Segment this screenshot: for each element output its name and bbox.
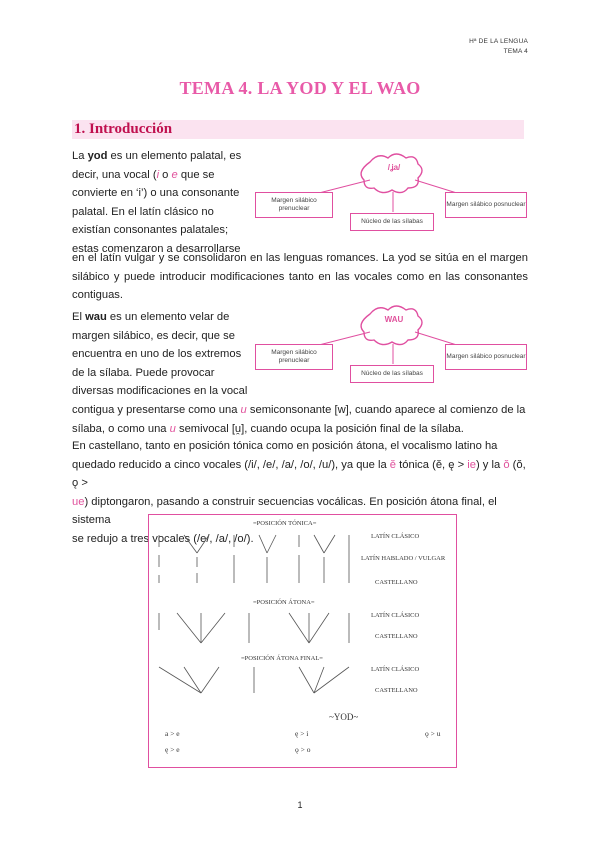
text-line: existían consonantes palatales; — [72, 224, 229, 237]
row-label: CASTELLANO — [375, 579, 418, 586]
section-heading: 1. Introducción — [74, 121, 173, 137]
box-prenuclear: Margen silábico prenuclear — [255, 192, 333, 218]
document-title: TEMA 4. LA YOD Y EL WAO — [179, 78, 421, 98]
cloud-icon — [361, 306, 422, 345]
text-line: convierte en ‘i’) o una consonante — [72, 187, 240, 200]
text-line: de la sílaba. Puede provocar — [72, 366, 215, 379]
header-unit: TEMA 4 — [503, 48, 528, 55]
rule: ǫ > u — [425, 729, 441, 738]
paragraph-wau-full — [72, 401, 532, 438]
text-line: sílaba, o como una u semivocal [u̯], cuando ocupa la posición final de la sílaba. — [72, 422, 464, 435]
figure-heading-atona: =POSICIÓN ÁTONA= — [253, 599, 315, 606]
paragraph-yod-full: en el latín vulgar y se consolidaron en las lenguas romances. La yod se sitúa en el margen silábico y puede introducir modificaciones tanto en las vocales como en las consonantes contiguas. — [72, 252, 528, 302]
cloud-icon — [361, 154, 422, 193]
page-number: 1 — [297, 800, 303, 810]
cloud-label: /ʝa/ — [387, 163, 401, 172]
paragraph-wau-wrapped — [72, 308, 250, 401]
rule: ę > i — [295, 729, 309, 738]
row-label: LATÍN CLÁSICO — [371, 612, 420, 619]
row-label: CASTELLANO — [375, 687, 418, 694]
text-line: decir, una vocal (i o e que se — [72, 168, 215, 181]
text-line: se redujo a tres vocales (/e/, /a/, /o/). — [72, 532, 254, 545]
text-line: margen silábico, es decir, que se — [72, 329, 235, 342]
figure-heading-final: =POSICIÓN ÁTONA FINAL= — [241, 655, 323, 662]
text-line: encuentra en uno de los extremos — [72, 348, 242, 361]
section-heading-bar — [72, 120, 524, 139]
yod-diagram — [255, 150, 527, 240]
row-label: CASTELLANO — [375, 633, 418, 640]
text-line: palatal. En el latín clásico no — [72, 205, 214, 218]
wau-diagram — [255, 302, 527, 392]
running-header — [469, 37, 528, 57]
row-label: LATÍN CLÁSICO — [371, 666, 420, 673]
rule: ę > e — [165, 745, 180, 754]
box-nucleus: Núcleo de las sílabas — [350, 213, 434, 231]
row-label: LATÍN HABLADO / VULGAR — [361, 555, 446, 562]
yod-heading: ~YOD~ — [329, 712, 359, 722]
box-posnuclear: Margen silábico posnuclear — [445, 192, 527, 218]
rule: a > e — [165, 729, 180, 738]
header-subject: Hª DE LA LENGUA — [469, 38, 528, 45]
box-posnuclear: Margen silábico posnuclear — [445, 344, 527, 370]
vowel-evolution-figure — [148, 514, 457, 768]
figure-heading-tonic: =POSICIÓN TÓNICA= — [253, 520, 317, 527]
cloud-label: WAU — [384, 315, 404, 324]
text-line: En castellano, tanto en posición tónica como en posición átona, el vocalismo latino ha — [72, 440, 498, 452]
text-line: diversas modificaciones en la vocal — [72, 385, 248, 398]
paragraph-yod-wrapped — [72, 147, 250, 259]
row-label: LATÍN CLÁSICO — [371, 533, 420, 540]
text-line: ue) diptongaron, pasando a construir secuencias vocálicas. En posición átona final, el sistema — [72, 495, 497, 527]
box-prenuclear: Margen silábico prenuclear — [255, 344, 333, 370]
text-line: La yod es un elemento palatal, es — [72, 150, 242, 162]
text-line: quedado reducido a cinco vocales (/i/, /e/, /a/, /o/, /u/), ya que la ĕ tónica (ĕ, ę > ie) y la ŏ (ŏ, ǫ > — [72, 458, 526, 490]
rule: ǫ > o — [295, 745, 311, 754]
text-line: El wau es un elemento velar de — [72, 311, 230, 323]
text-line: contigua y presentarse como una u semiconsonante [w], cuando aparece al comienzo de la — [72, 404, 526, 416]
text-line: estas comenzaron a desarrollarse — [72, 242, 241, 255]
box-nucleus: Núcleo de las sílabas — [350, 365, 434, 383]
